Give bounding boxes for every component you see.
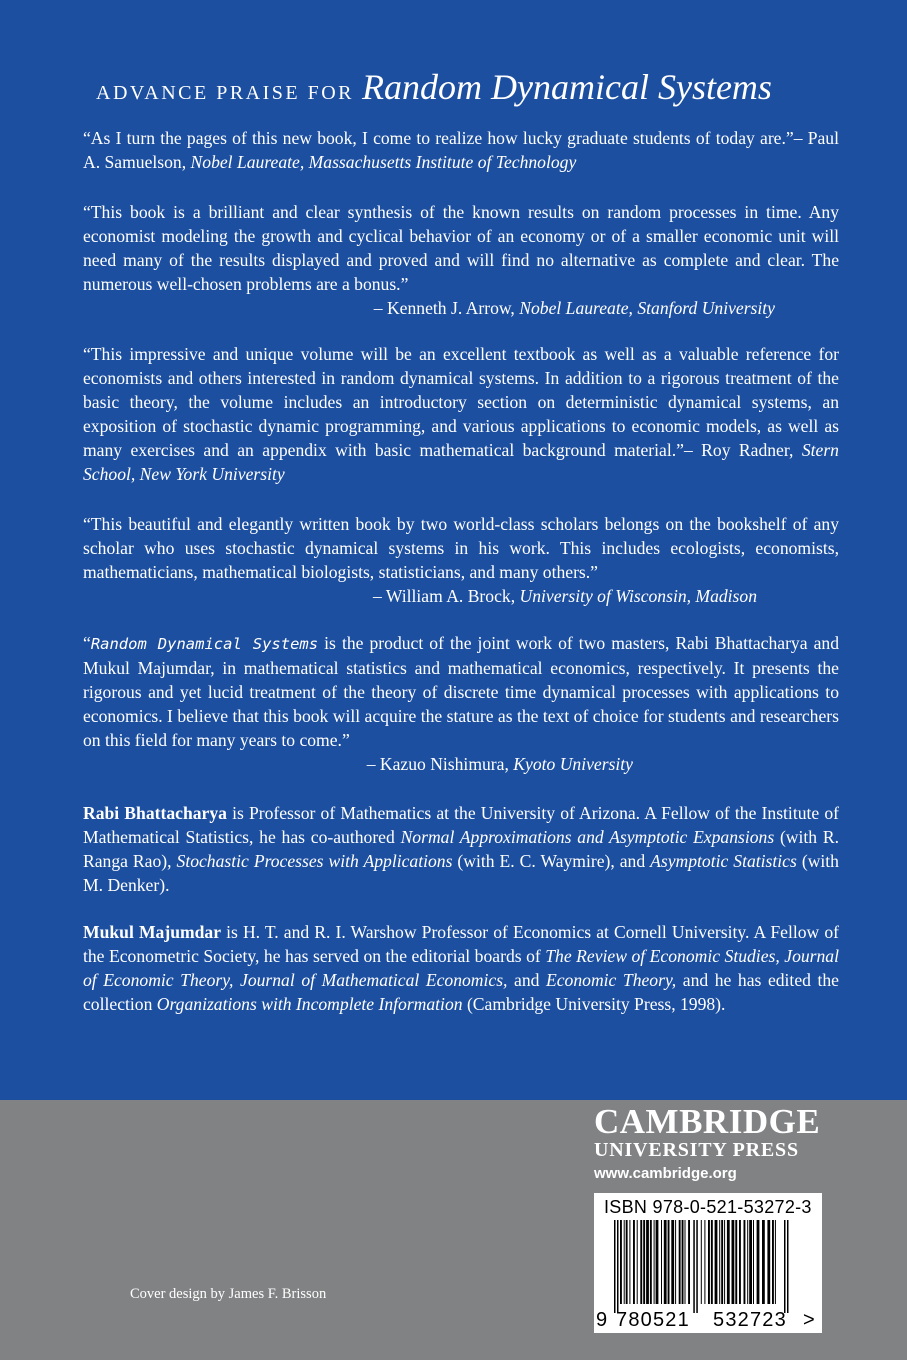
book-title-ref: Normal Approximations and Asymptotic Expansions bbox=[400, 826, 775, 847]
quote-text: “This book is a brilliant and clear synthesis of the known results on random processes in time. Any economist modeling the growth and cyclical behavior of an economy or of a smaller economic unit will need many of the results displayed and proved and will find no alternative as complete and clear. The numerous well-chosen problems are a bonus.” bbox=[83, 202, 839, 294]
bio-text: (with R. Ranga Rao), bbox=[83, 826, 839, 871]
barcode-digits bbox=[594, 1307, 822, 1333]
bio-text: (Cambridge University Press, 1998). bbox=[462, 993, 726, 1014]
book-title-ref: Stochastic Processes with Applications bbox=[176, 850, 453, 871]
publisher-name: CAMBRIDGE bbox=[594, 1102, 821, 1141]
quote-affiliation: Nobel Laureate, Stanford University bbox=[519, 297, 775, 318]
bio-text: is H. T. and R. I. Warshow Professor of Economics at Cornell University. A Fellow of the Econometric Society, he has served on the editorial boards of bbox=[83, 922, 839, 966]
quote-attribution-line bbox=[83, 753, 839, 777]
quote-attribution: – William A. Brock, bbox=[372, 585, 516, 606]
quoted-book-title: Random Dynamical Systems bbox=[90, 635, 319, 653]
praise-arrow bbox=[83, 201, 839, 321]
bio-text: is Professor of Mathematics at the University of Arizona. A Fellow of the Institute of Mathematical Statistics, he has co-authored bbox=[83, 803, 839, 847]
bio-text: (with E. C. Waymire), and bbox=[452, 850, 651, 871]
bio-rabi bbox=[83, 802, 839, 898]
praise-heading bbox=[96, 62, 876, 120]
barcode-first-digit: 9 bbox=[596, 1309, 608, 1331]
quote-attribution: – Kazuo Nishimura, bbox=[366, 753, 509, 774]
quote-text: is the product of the joint work of two masters, Rabi Bhattacharya and Mukul Majumdar, in mathematical statistics and mathematical economics, respectively. It presents the rigorous and yet lucid treatment of the theory of discrete time dynamical processes with applications to economics. I believe that this book will acquire the stature as the text of choice for students and researchers on this field for many years to come.” bbox=[83, 633, 839, 750]
isbn-label: ISBN 978-0-521-53272-3 bbox=[604, 1197, 812, 1217]
open-quote: “ bbox=[83, 633, 91, 653]
quote-text: “This beautiful and elegantly written book by two world-class scholars belongs on the bookshelf of any scholar who uses stochastic dynamical systems in his work. This includes ecologists, economists, mathematicians, mathematical biologists, statisticians, and many others.” bbox=[83, 514, 839, 582]
journal-titles: Economic Theory, bbox=[546, 969, 677, 990]
journal-titles: The Review of Economic Studies, Journal of Economic Theory, Journal of Mathematical Economics, bbox=[83, 945, 839, 990]
praise-radner bbox=[83, 343, 839, 486]
publisher-website: www.cambridge.org bbox=[594, 1165, 737, 1182]
publisher-press: UNIVERSITY PRESS bbox=[594, 1139, 799, 1161]
book-title-ref: Organizations with Incomplete Information bbox=[156, 993, 463, 1014]
quote-attribution: – Kenneth J. Arrow, bbox=[373, 297, 515, 318]
praise-samuelson bbox=[83, 127, 839, 175]
barcode-right-digits: 532723 bbox=[713, 1309, 787, 1331]
book-title-ref: Asymptotic Statistics bbox=[650, 850, 797, 871]
quote-attribution-line bbox=[83, 297, 839, 321]
barcode-left-digits: 780521 bbox=[616, 1309, 690, 1331]
praise-brock bbox=[83, 513, 839, 609]
bio-text: (with M. Denker). bbox=[83, 850, 839, 895]
quote-affiliation: University of Wisconsin, Madison bbox=[519, 585, 757, 606]
bio-text: and he has edited the collection bbox=[83, 969, 839, 1014]
quote-attribution-line bbox=[83, 585, 839, 609]
author-name: Mukul Majumdar bbox=[83, 922, 222, 942]
barcode-arrow: > bbox=[803, 1309, 815, 1331]
quote-text: “This impressive and unique volume will be an excellent textbook as well as a valuable reference for economists and others interested in random dynamical systems. In addition to a rigorous treatment of the basic theory, the volume includes an introductory section on deterministic dynamical systems, an exposition of stochastic dynamic programming, and various applications to economic models, as well as many exercises and an appendix with basic mathematical background material.”– Roy Radner, bbox=[83, 344, 839, 460]
quote-affiliation: Kyoto University bbox=[513, 753, 633, 774]
praise-nishimura bbox=[83, 632, 839, 776]
bio-mukul bbox=[83, 921, 839, 1017]
publisher-logo bbox=[594, 1104, 824, 1186]
quote-affiliation: Nobel Laureate, Massachusetts Institute of Technology bbox=[190, 151, 577, 172]
author-name: Rabi Bhattacharya bbox=[83, 803, 227, 823]
isbn-barcode bbox=[594, 1193, 822, 1333]
praise-heading-caps: ADVANCE PRAISE FOR bbox=[96, 82, 355, 104]
barcode-bars bbox=[600, 1220, 800, 1313]
cover-design-credit: Cover design by James F. Brisson bbox=[130, 1286, 327, 1302]
bio-text: and bbox=[507, 969, 546, 990]
book-title: Random Dynamical Systems bbox=[362, 67, 772, 107]
quote-affiliation: Stern School, New York University bbox=[83, 439, 839, 484]
quote-text: “As I turn the pages of this new book, I come to realize how lucky graduate students of today are.”– Paul A. Samuelson, bbox=[83, 128, 839, 172]
